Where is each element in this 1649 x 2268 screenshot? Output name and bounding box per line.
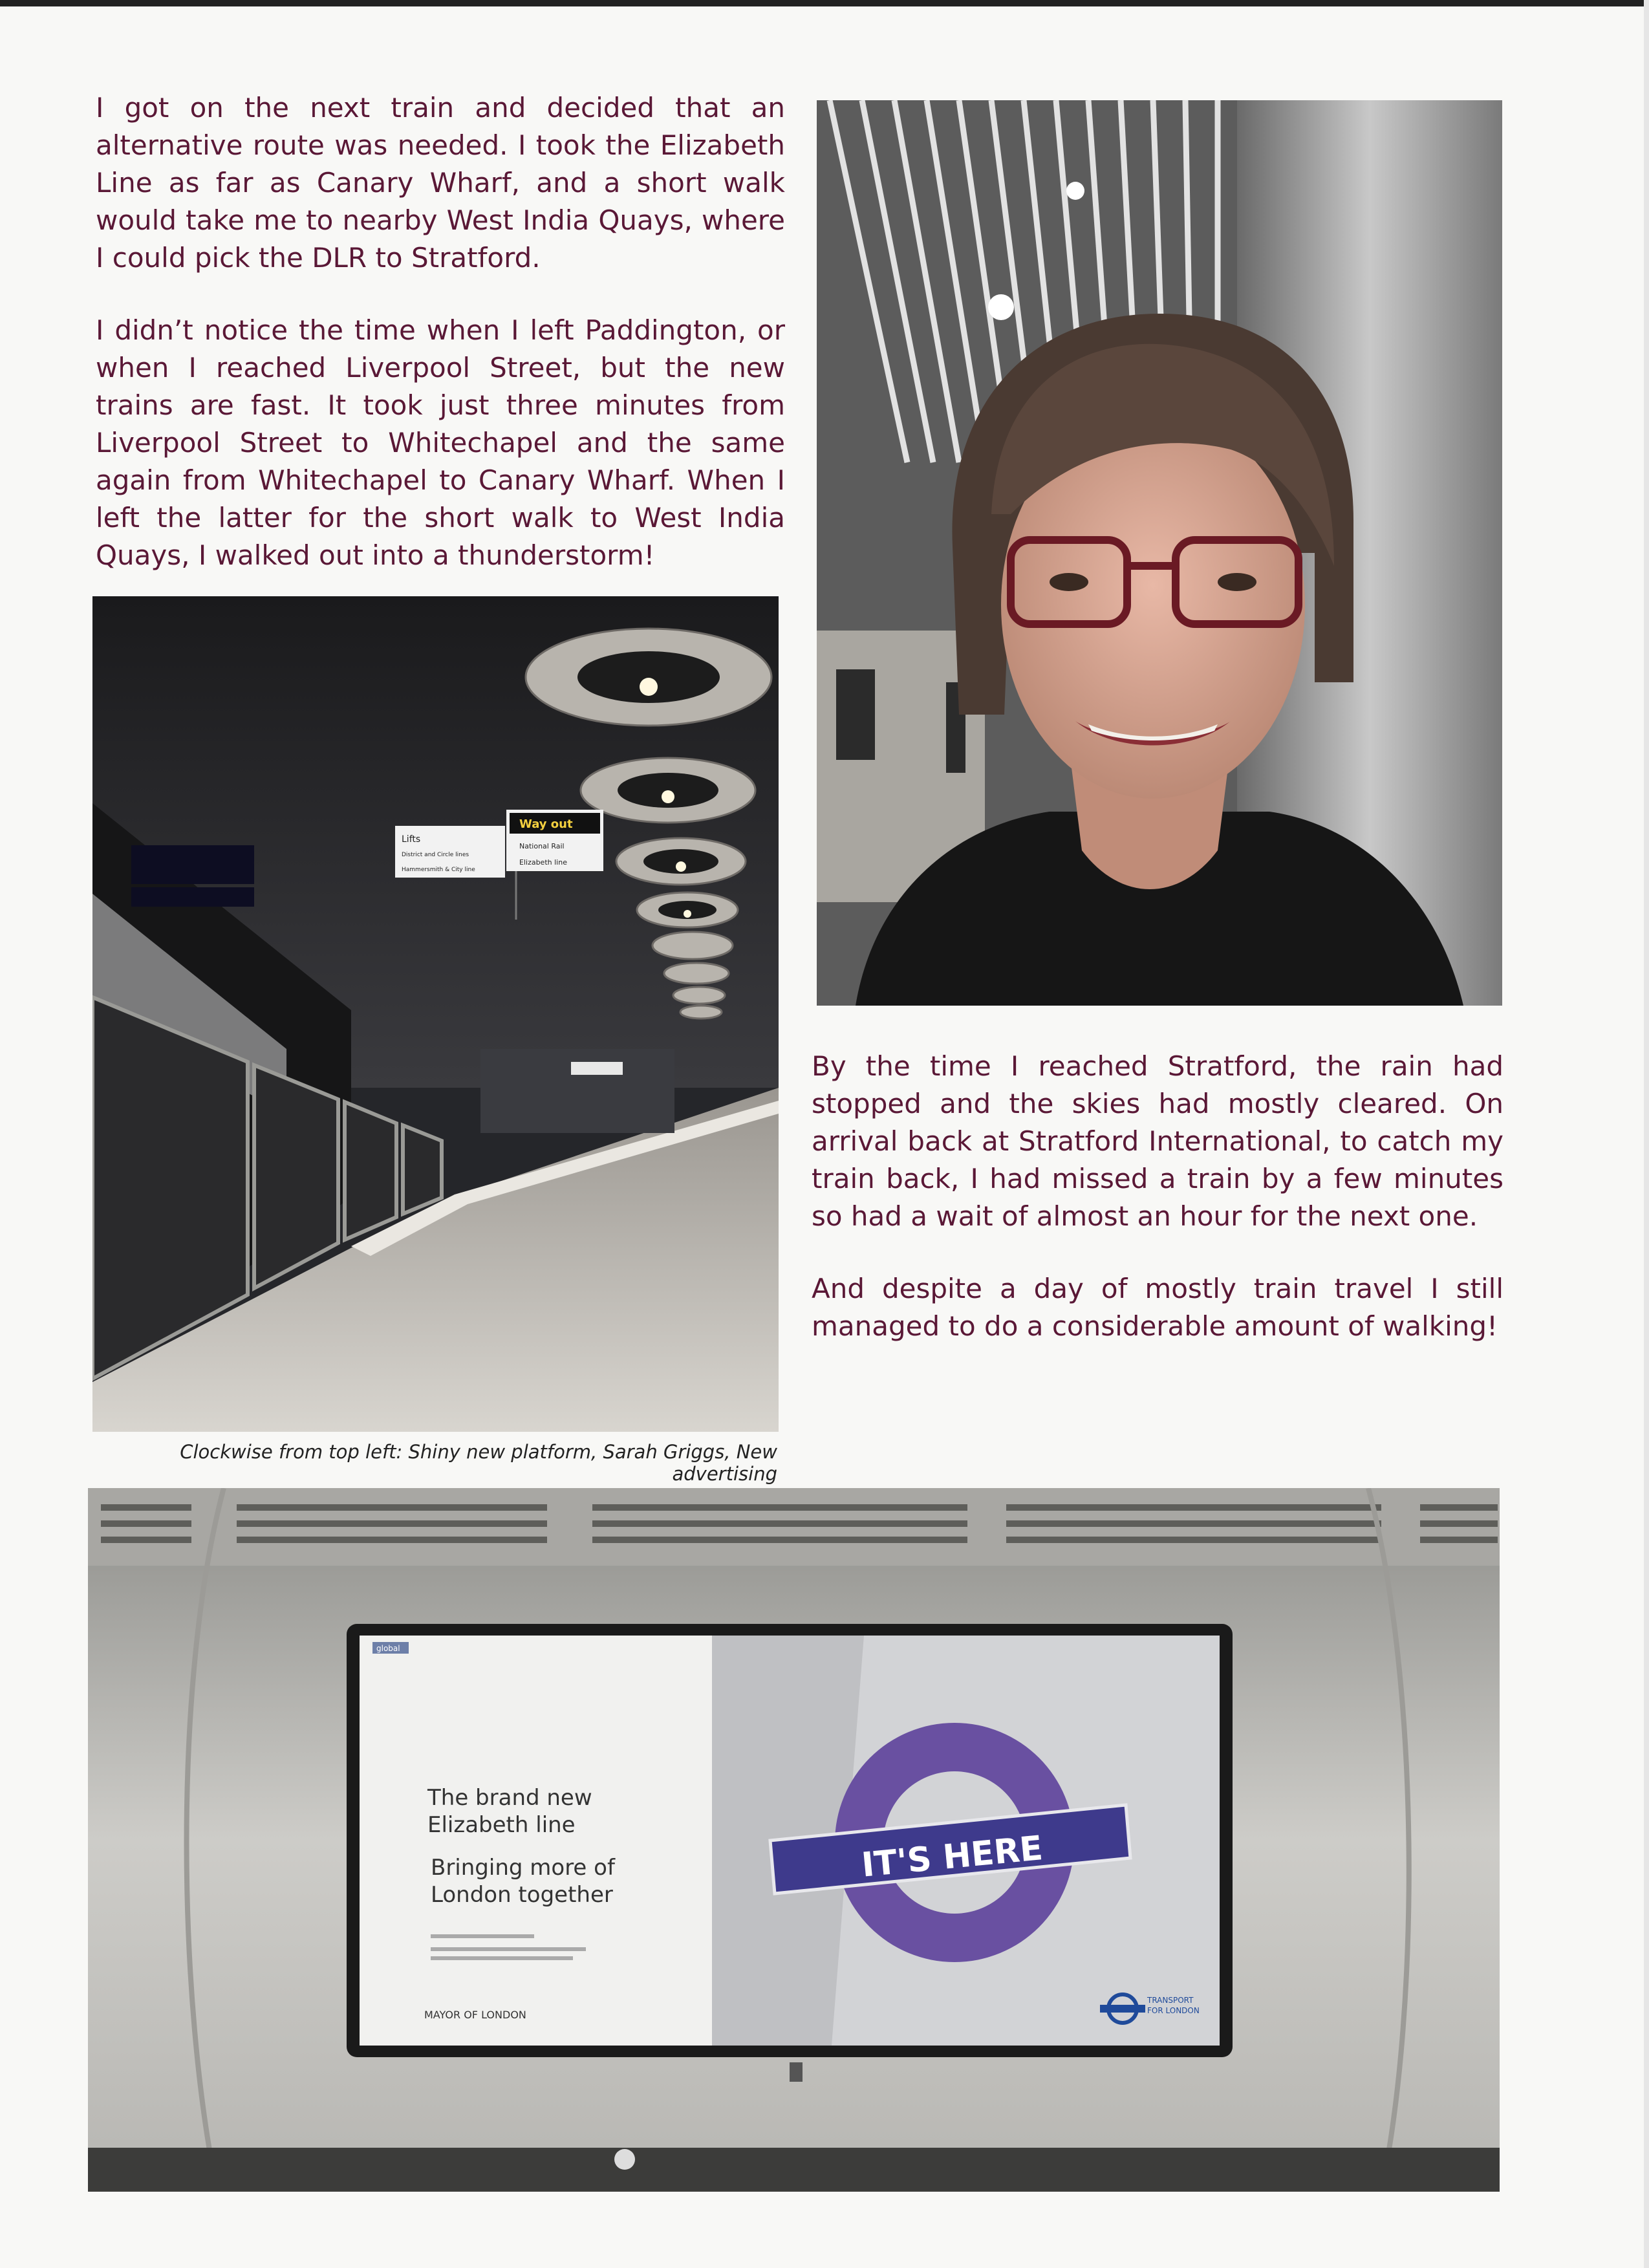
advert-tag: global: [376, 1644, 400, 1653]
photo-new-advertising: [88, 1488, 1500, 2192]
paragraph-alternative-route: I got on the next train and decided that an alternative route was needed. I took the Elizabeth Line as far as Canary Wharf, and a short walk would take me to nearby West India Quays, where I could pick the DLR to Stratford.: [96, 92, 785, 274]
advert-line-4: London together: [431, 1882, 613, 1908]
photo-sarah-griggs: [817, 100, 1502, 1006]
sign-way-out: Way out: [519, 817, 573, 831]
advert-tfl-line-2: FOR LONDON: [1147, 2006, 1200, 2015]
sign-lifts: Lifts: [402, 834, 421, 845]
article-column-left: [96, 89, 785, 609]
paragraph-stratford-arrival: By the time I reached Stratford, the rain had stopped and the skies had mostly cleared. On arrival back at Stratford International, to catch my train back, I had missed a train by a few minutes so had a wait of almost an hour for the next one.: [812, 1050, 1503, 1232]
advert-mayor: MAYOR OF LONDON: [424, 2009, 526, 2021]
advert-line-1: The brand new: [427, 1785, 592, 1811]
advert-line-3: Bringing more of: [431, 1855, 615, 1881]
sign-district-circle: District and Circle lines: [402, 852, 469, 858]
paragraph-fast-trains: I didn’t notice the time when I left Paddington, or when I reached Liverpool Street, but the new trains are fast. It took just three minutes from Liverpool Street to Whitechapel and the same again from Whitechapel to Canary Wharf. When I left the latter for the short walk to West India Quays, I walked out into a thunderstorm!: [96, 314, 785, 571]
roundel-its-here: IT'S HERE: [859, 1829, 1045, 1885]
paragraph-walking: And despite a day of mostly train travel I still managed to do a considerable amount of walking!: [812, 1273, 1503, 1342]
sign-national-rail: National Rail: [519, 842, 565, 850]
photo-caption: Clockwise from top left: Shiny new platform, Sarah Griggs, New advertising: [180, 1441, 777, 1485]
sign-elizabeth-line: Elizabeth line: [519, 858, 567, 867]
page-top-edge: [0, 0, 1649, 6]
page-right-edge: [1644, 0, 1649, 2268]
advert-line-2: Elizabeth line: [427, 1812, 576, 1838]
advert-tfl-line-1: TRANSPORT: [1147, 1996, 1194, 2005]
photo-shiny-new-platform: [92, 596, 779, 1432]
article-column-right: [812, 1048, 1503, 1380]
sign-hammersmith-city: Hammersmith & City line: [402, 867, 475, 873]
